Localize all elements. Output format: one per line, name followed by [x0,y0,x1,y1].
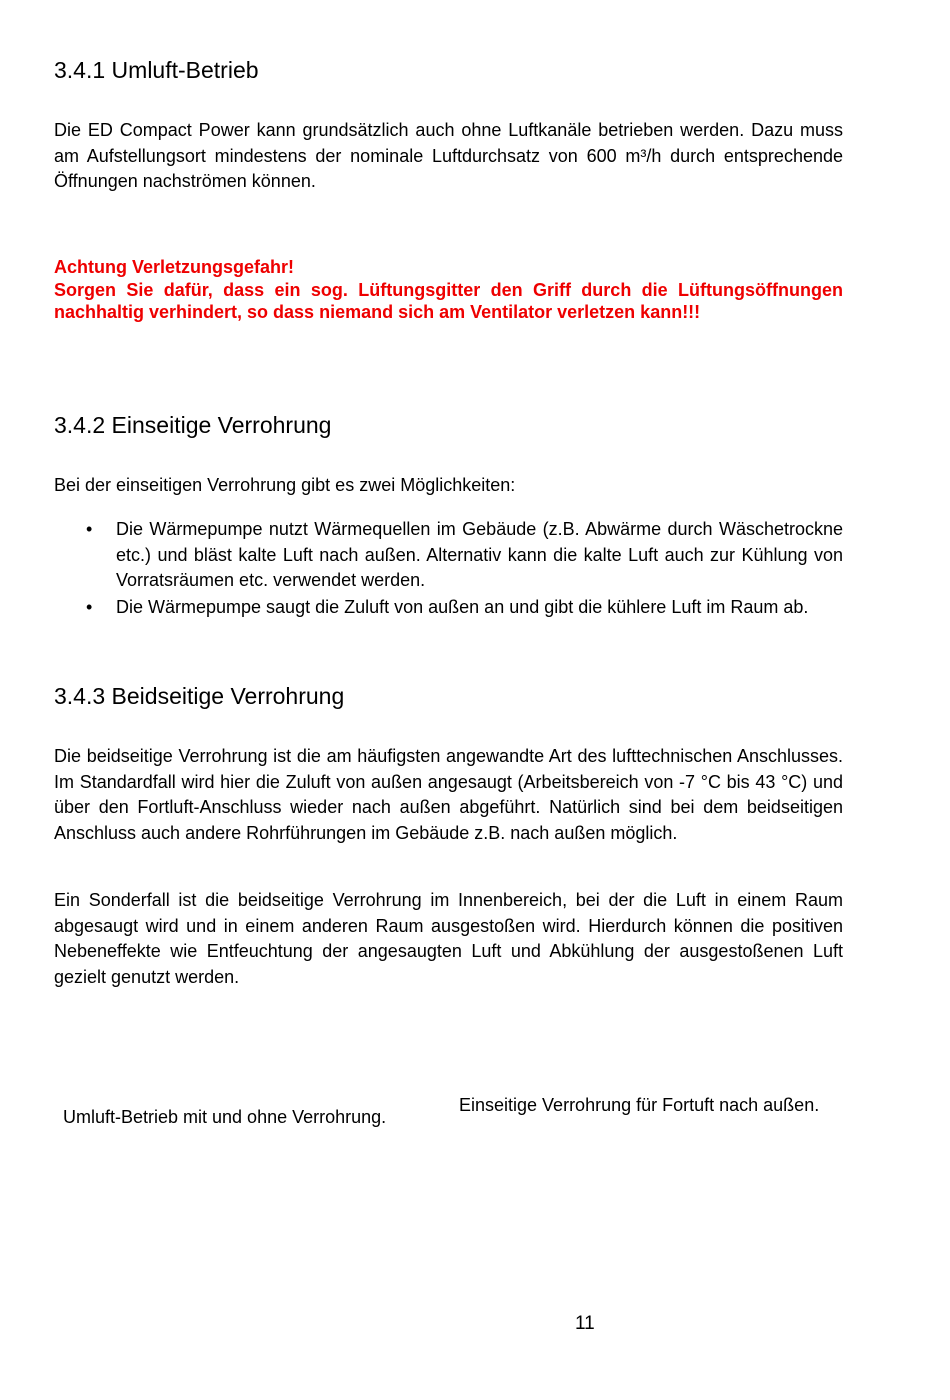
paragraph-beidseitig-2: Ein Sonderfall ist die beidseitige Verrohrung im Innenbereich, bei der die Luft in einem Raum abgesaugt wird und in einem anderen Raum ausgestoßen wird. Hierdurch können die positiven Nebeneffekte wie Entfeuchtung der angesaugten Luft und Abkühlung der ausgestoßenen Luft gezielt genutzt werden. [54,890,843,988]
section-heading-3-4-3: 3.4.3 Beidseitige Verrohrung [54,683,345,709]
warning-title: Achtung Verletzungsgefahr! [54,257,295,277]
paragraph-einseitig-intro: Bei der einseitigen Verrohrung gibt es zwei Möglichkeiten: [54,475,516,495]
list-item [54,595,843,621]
list-item-text: Die Wärmepumpe nutzt Wärmequellen im Gebäude (z.B. Abwärme durch Wäschetrockne etc.) und bläst kalte Luft nach außen. Alternativ kann die kalte Luft auch zur Kühlung von Vorratsräumen etc. verwendet werden. [116,519,843,591]
paragraph-beidseitig-1: Die beidseitige Verrohrung ist die am häufigsten angewandte Art des lufttechnischen Anschlusses. Im Standardfall wird hier die Zuluft von außen angesaugt (Arbeitsbereich von -7 °C bis 43 °C) und über den Fortluft-Anschluss wieder nach außen abgeführt. Natürlich sind bei dem beidseitigen Anschluss auch andere Rohrführungen im Gebäude z.B. nach außen möglich. [54,746,843,844]
section-heading-3-4-1: 3.4.1 Umluft-Betrieb [54,57,259,83]
list-item-text: Die Wärmepumpe saugt die Zuluft von außen an und gibt die kühlere Luft im Raum ab. [116,597,809,618]
list-item [54,517,843,594]
bullet-list [54,517,843,622]
page-number: 11 [575,1313,595,1334]
warning-block [54,256,843,324]
section-heading-3-4-2: 3.4.2 Einseitige Verrohrung [54,412,332,438]
warning-text: Sorgen Sie dafür, dass ein sog. Lüftungsgitter den Griff durch die Lüftungsöffnungen nachhaltig verhindert, so dass niemand sich am Ventilator verletzen kann!!! [54,279,843,322]
bullet-icon: • [86,597,93,618]
paragraph-umluft: Die ED Compact Power kann grundsätzlich auch ohne Luftkanäle betrieben werden. Dazu muss am Aufstellungsort mindestens der nominale Luftdurchsatz von 600 m³/h durch entsprechende Öffnungen nachströmen können. [54,120,843,192]
figure-caption-right: Einseitige Verrohrung für Fortuft nach außen. [459,1095,820,1115]
figure-caption-left: Umluft-Betrieb mit und ohne Verrohrung. [63,1107,387,1127]
bullet-icon: • [86,519,93,539]
